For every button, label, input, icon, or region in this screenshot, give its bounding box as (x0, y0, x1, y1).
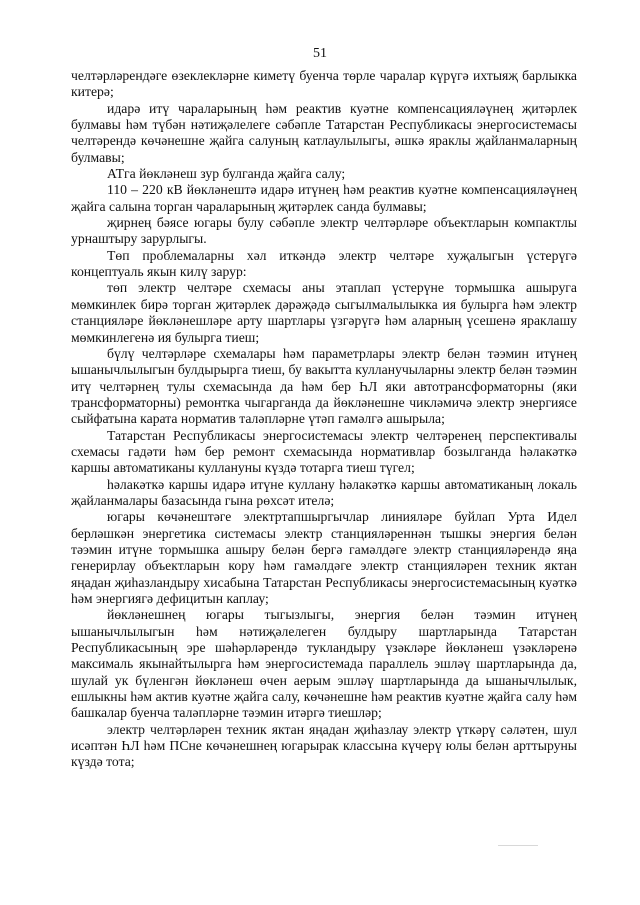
scan-artifact-line (498, 845, 538, 846)
paragraph: йөкләнешнең югары тыгызлыгы, энергия белән тәэмин итүнең ышанычлылыгын һәм нәтиҗәлелеген булдыру шартларында Татарстан Республикасының эре шәһәрләрендә тукландыру үзәкләре йөкләнеш үзәкләренә максималь якынайтылырга һәм энергосистемада параллель эшләү шартларында да, шулай ук бүленгән йөкләнеш өчен аерым эшләү шартларында да ышанычлылык, ешлыкны һәм актив куәтне җайга салу, көчәнешне һәм реактив куәтне җайга салу һәм башкалар буенча таләпләрне тәэмин итәргә тиешләр; (71, 607, 577, 721)
paragraph: 110 – 220 кВ йөкләнештә идарә итүнең һәм реактив куәтне компенсацияләүнең җайга салына торган чараларының җитәрлек санда булмавы; (71, 182, 577, 214)
paragraph: төп электр челтәре схемасы аны этаплап үстерүне тормышка ашыруга мөмкинлек бирә торган җитәрлек дәрәҗәдә сыгылмалылыкка ия булырга һәм электр станцияләре йөкләнешләре арту шартлары үзгәрүгә һәм аларның үсешенә яраклашу мөмкинлегенә ия булырга тиеш; (71, 280, 577, 345)
paragraph: җирнең бәясе югары булу сәбәпле электр челтәрләре объектларын компактлы урнаштыру зарурлыгы. (71, 215, 577, 247)
paragraph: һәлакәткә каршы идарә итүне куллану һәлакәткә каршы автоматиканың локаль җайланмалары базасында гына рөхсәт ителә; (71, 476, 577, 508)
paragraph: электр челтәрләрен техник яктан яңадан җиһазлау электр үткәрү сәләтен, шул исәптән ҺЛ һәм ПСне көчәнешнең югарырак классына күчерү юлы белән арттыруны күздә тота; (71, 721, 577, 770)
paragraph: бүлү челтәрләре схемалары һәм параметрлары электр белән тәэмин итүнең ышанычлылыгын булдырырга тиеш, бу вакытта кулланучыларны электр белән тәэмин итү челтәрнең тулы схемасында да һәм бер ҺЛ яки автотрансформаторны (яки трансформаторны) ремонтка чыгарганда да йөкләнешне чикләмичә электр энергиясе сыйфатына карата норматив таләпләрне үтәп гамәлгә ашырыла; (71, 345, 577, 427)
page-number: 51 (313, 46, 327, 61)
document-body (71, 68, 577, 771)
paragraph: АТга йөкләнеш зур булганда җайга салу; (107, 166, 346, 182)
paragraph: югары көчәнештәге электртапшыргычлар линияләре буйлап Урта Идел берләшкән энергетика системасы электр станцияләреннән тышкы энергия белән тәэмин итүне тормышка ашыру белән бергә гамәлдәге электр станцияләрендә яңа генерирлау объектларын кору һәм гамәлдәге электр станцияләрен техник яктан яңадан җиһазландыру хисабына Татарстан Республикасы энергосистемасының куәткә һәм энергиягә дефицитын каплау; (71, 509, 577, 606)
paragraph: Татарстан Республикасы энергосистемасы электр челтәренең перспективалы схемасы гадәти һәм бер ремонт схемасында нормативлар бозылганда һәлакәткә каршы автоматиканы куллануны күздә тотарга тиеш түгел; (71, 427, 577, 476)
paragraph: идарә итү чараларының һәм реактив куәтне компенсацияләүнең җитәрлек булмавы һәм түбән нәтиҗәлелеге сәбәпле Татарстан Республикасы энергосистемасы челтәрендә көчәнешне җайга салуның катлаулылыгы, әшкә яраклы җайланмаларның булмавы; (71, 100, 577, 165)
paragraph: Төп проблемаларны хәл иткәндә электр челтәре хуҗалыгын үстерүгә концептуаль якын килү зарур: (71, 247, 577, 280)
paragraph: челтәрләрендәге өзеклекләрне киметү буенча төрле чаралар күрүгә ихтыяҗ барлыкка китерә; (71, 68, 577, 100)
